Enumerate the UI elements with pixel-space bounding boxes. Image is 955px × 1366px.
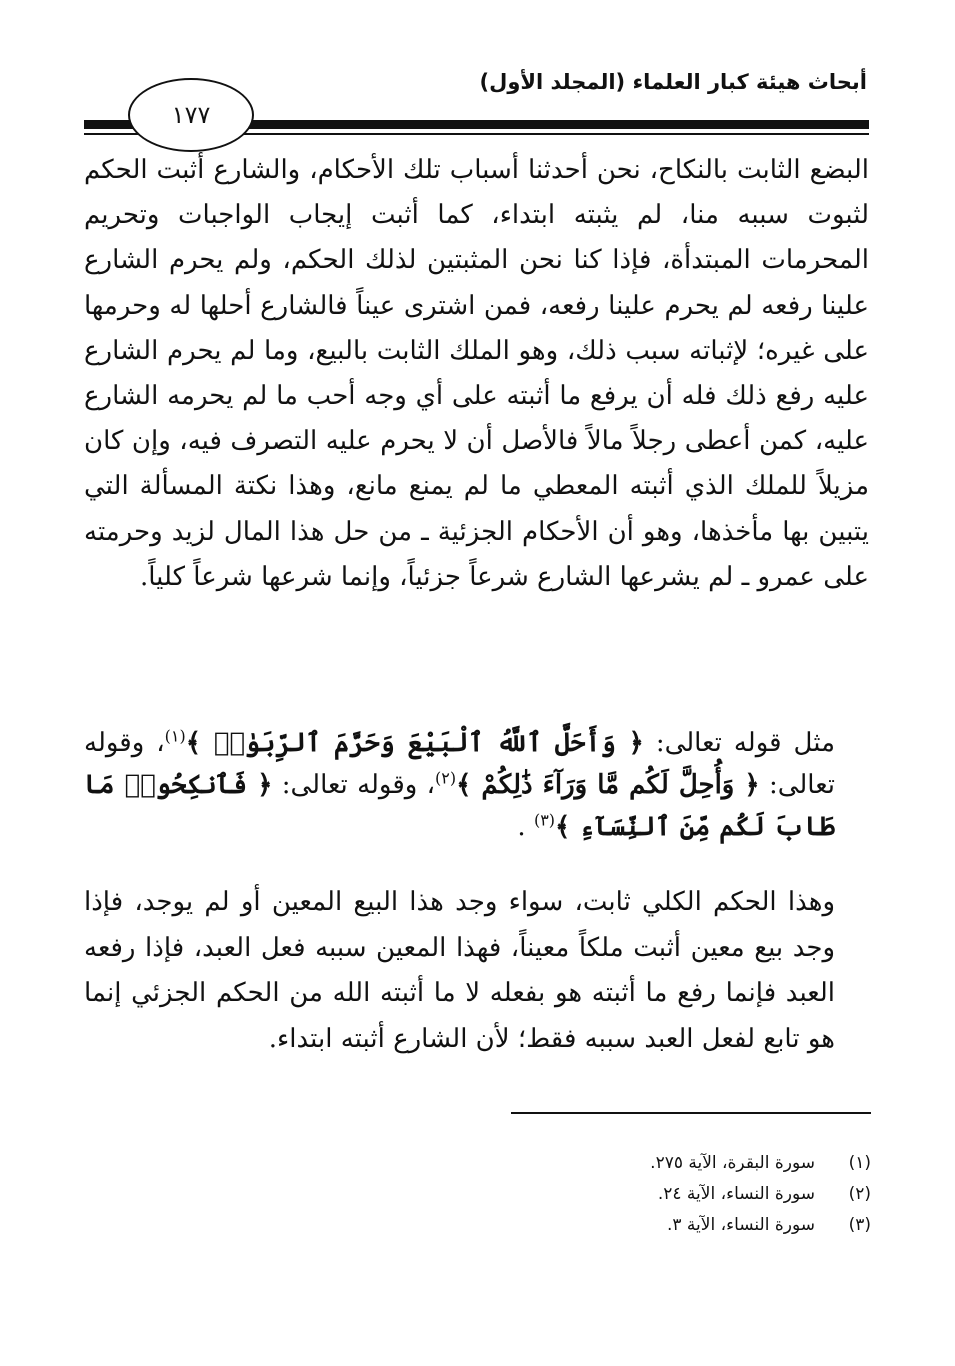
footnotes [471, 1148, 871, 1241]
footnote-number: (١) [848, 1153, 871, 1173]
quran-verse-3: ﴿ فَٱنكِحُوا۟ مَا طَابَ لَكُم مِّنَ ٱلنِّسَآءِ ﴾ [84, 770, 835, 842]
body-paragraph-1 [84, 148, 869, 600]
footnote-number: (٣) [848, 1215, 871, 1235]
paragraph-text: البضع الثابت بالنكاح، نحن أحدثنا أسباب تلك الأحكام، والشارع أثبت الحكم لثبوت سببه منا، لم يثبته ابتداء، كما أثبت إيجاب الواجبات وتحريم المحرمات المبتدأة، فإذا كنا نحن المثبتين لذلك الحكم، ولم يحرم الشارع علينا رفعه لم يحرم علينا رفعه، فمن اشترى عيناً فالشارع أحلها له وحرمها على غيره؛ لإثباته سبب ذلك، وهو الملك الثابت بالبيع، وما لم يحرم الشارع عليه رفع ذلك فله أن يرفع ما أثبته على أي وجه أحب ما لم يحرمه الشارع عليه، كمن أعطى رجلاً مالاً فالأصل أن لا يحرم عليه التصرف فيه، وإن كان مزيلاً للملك الذي أثبته المعطي ما لم يمنع مانع، وهذا نكتة المسألة التي يتبين بها مأخذها، وهو أن الأحكام الجزئية ـ من حل هذا المال لزيد وحرمته على عمرو ـ لم يشرعها الشارع شرعاً جزئياً، وإنما شرعها شرعاً كلياً. [84, 155, 869, 592]
paragraph-text: وهذا الحكم الكلي ثابت، سواء وجد هذا البيع المعين أو لم يوجد، فإذا وجد بيع معين أثبت ملكاً معيناً، فهذا المعين سببه فعل العبد، فإذا رفعه العبد فإنما رفع ما أثبته هو بفعله لا ما أثبته الله من الحكم الجزئي إنما هو تابع لفعل العبد سببه فقط؛ لأن الشارع أثبته ابتداء. [84, 887, 835, 1054]
footnote-ref-1: (١) [164, 726, 186, 746]
quran-verse-2: ﴿ وَأُحِلَّ لَكُم مَّا وَرَآءَ ذَٰلِكُمْ ﴾ [456, 770, 760, 800]
verse-join-1: ، وقوله تعالى: [84, 728, 835, 800]
footnote-text: سورة البقرة، الآية ٢٧٥. [650, 1153, 815, 1173]
footnote-separator [511, 1112, 871, 1114]
footnote-text: سورة النساء، الآية ٣. [666, 1215, 815, 1235]
body-paragraph-final [84, 880, 869, 1062]
page-number: ١٧٧ [128, 78, 254, 152]
quran-verse-1: ﴿ وَأَحَلَّ ٱللَّهُ ٱلْبَيْعَ وَحَرَّمَ ٱلرِّبَوٰا۟ ﴾ [185, 728, 644, 758]
footnote-number: (٢) [848, 1184, 871, 1204]
footnote-item [471, 1148, 871, 1179]
verse-paragraph [84, 722, 869, 848]
footnote-ref-2: (٢) [435, 768, 457, 788]
verse-intro: مثل قوله تعالى: [655, 728, 835, 758]
verse-end: . [517, 812, 526, 842]
verse-text [84, 722, 869, 848]
footnote-item [471, 1179, 871, 1210]
footnote-text: سورة النساء، الآية ٢٤. [657, 1184, 815, 1204]
footnote-ref-3: (٣) [533, 810, 556, 830]
verse-join-2: ، وقوله تعالى: [281, 770, 436, 800]
footnote-item [471, 1210, 871, 1241]
running-title: أبحاث هيئة كبار العلماء (المجلد الأول) [479, 70, 867, 94]
